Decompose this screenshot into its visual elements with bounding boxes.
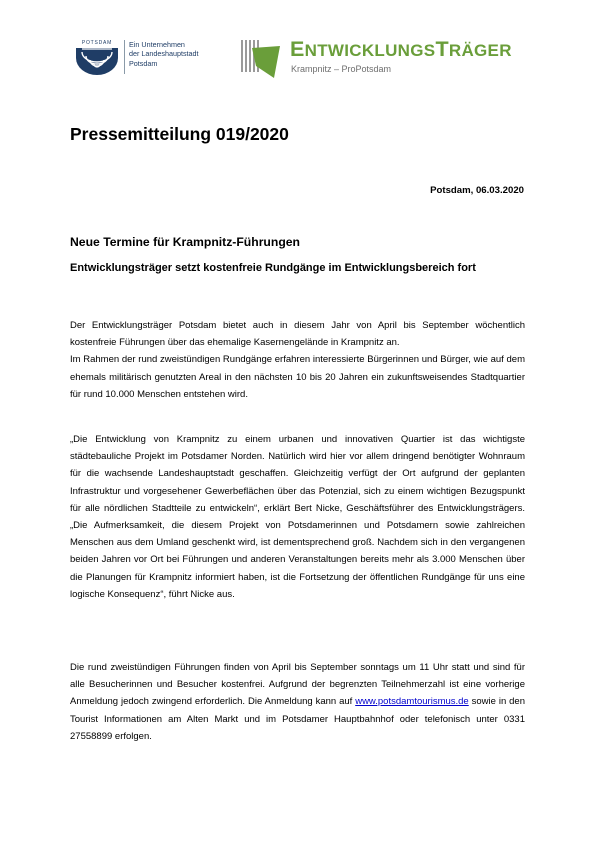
wordmark-initial-e: E — [290, 37, 305, 61]
headline: Neue Termine für Krampnitz-Führungen — [70, 235, 300, 249]
logo-line-1: Ein Unternehmen — [129, 40, 185, 49]
paragraph-4-text-b: sowie in den Tourist Informationen am Alten Markt und im Potsdamer Hauptbahnhof oder telefonisch unter 0331 27558899 erfolgen. — [70, 696, 525, 742]
paragraph-4 — [70, 659, 525, 745]
entwicklungstraeger-wordmark — [290, 37, 512, 62]
stripes-logo-icon — [240, 36, 286, 80]
paragraph-3: „Die Entwicklung von Krampnitz zu einem urbanen und innovativen Quartier ist das wichtigste städtebauliche Projekt im Potsdamer Norden. Natürlich wird hier vor allem dringend benötigter Wohnraum für die wachsende Landeshauptstadt geschaffen. Gleichzeitig verfügt der Ort aufgrund der geplanten Infrastruktur und vorgesehener Gewerbeflächen über das Potenzial, sich zu einem wichtigen Bezugspunkt für alle nördlichen Stadtteile zu entwickeln“, erklärt Bert Nicke, Geschäftsführer des Entwicklungsträgers. „Die Aufmerksamkeit, die diesem Projekt von Potsdamerinnen und Potsdamern sowie zahlreichen Menschen aus dem Umland geschenkt wird, ist dementsprechend groß. Nachdem sich in den vergangenen beiden Jahren vor Ort bei Führungen und anderen Veranstaltungen bereits mehr als 3.000 Menschen über die Planungen für Krampnitz informiert haben, ist die Fortsetzung der öffentlichen Rundgänge für uns eine logische Konsequenz“, führt Nicke aus. — [70, 434, 525, 600]
paragraph-intro — [70, 317, 525, 403]
entwicklungstraeger-subtitle: Krampnitz – ProPotsdam — [291, 64, 392, 74]
potsdamtourismus-link[interactable]: www.potsdamtourismus.de — [355, 696, 469, 708]
paragraph-2: Im Rahmen der rund zweistündigen Rundgänge erfahren interessierte Bürgerinnen und Bürger, wie auf dem ehemals militärisch genutzten Areal in den nächsten 10 bis 20 Jahren ein zukunftsweisendes Stadtquartier für rund 10.000 Menschen entstehen wird. — [70, 354, 525, 400]
potsdam-seal-icon — [72, 38, 122, 76]
propotsdam-logo — [72, 38, 222, 76]
seal-text: POTSDAM — [81, 40, 113, 46]
paragraph-1: Der Entwicklungsträger Potsdam bietet auch in diesem Jahr von April bis September wöchentlich kostenfreie Führungen über das ehemalige Kasernengelände in Krampnitz an. — [70, 320, 525, 349]
logo-line-2: der Landeshauptstadt — [129, 49, 199, 59]
paragraph-quote — [70, 431, 525, 603]
subheadline: Entwicklungsträger setzt kostenfreie Rundgänge im Entwicklungsbereich fort — [70, 262, 476, 274]
propotsdam-logo-text — [129, 40, 199, 68]
logo-line-3: Potsdam — [129, 58, 158, 68]
press-release-title: Pressemitteilung 019/2020 — [70, 124, 289, 144]
paragraph-registration — [70, 659, 525, 745]
logo-divider — [124, 40, 125, 74]
wordmark-part-raeger: RÄGER — [448, 41, 512, 60]
entwicklungstraeger-logo — [240, 36, 540, 80]
wordmark-part-entwicklungs: NTWICKLUNGS — [304, 41, 436, 60]
paragraph-4-text-a: Die rund zweistündigen Führungen finden von April bis September sonntags um 11 Uhr statt und sind für alle Besucherinnen und Besucher kostenfrei. Aufgrund der begrenzten Teilnehmerzahl ist eine vorherige Anmeldung jedoch zwingend erforderlich. Die Anmeldung kann auf — [70, 662, 525, 708]
wordmark-initial-t: T — [435, 37, 449, 61]
dateline: Potsdam, 06.03.2020 — [430, 185, 524, 196]
